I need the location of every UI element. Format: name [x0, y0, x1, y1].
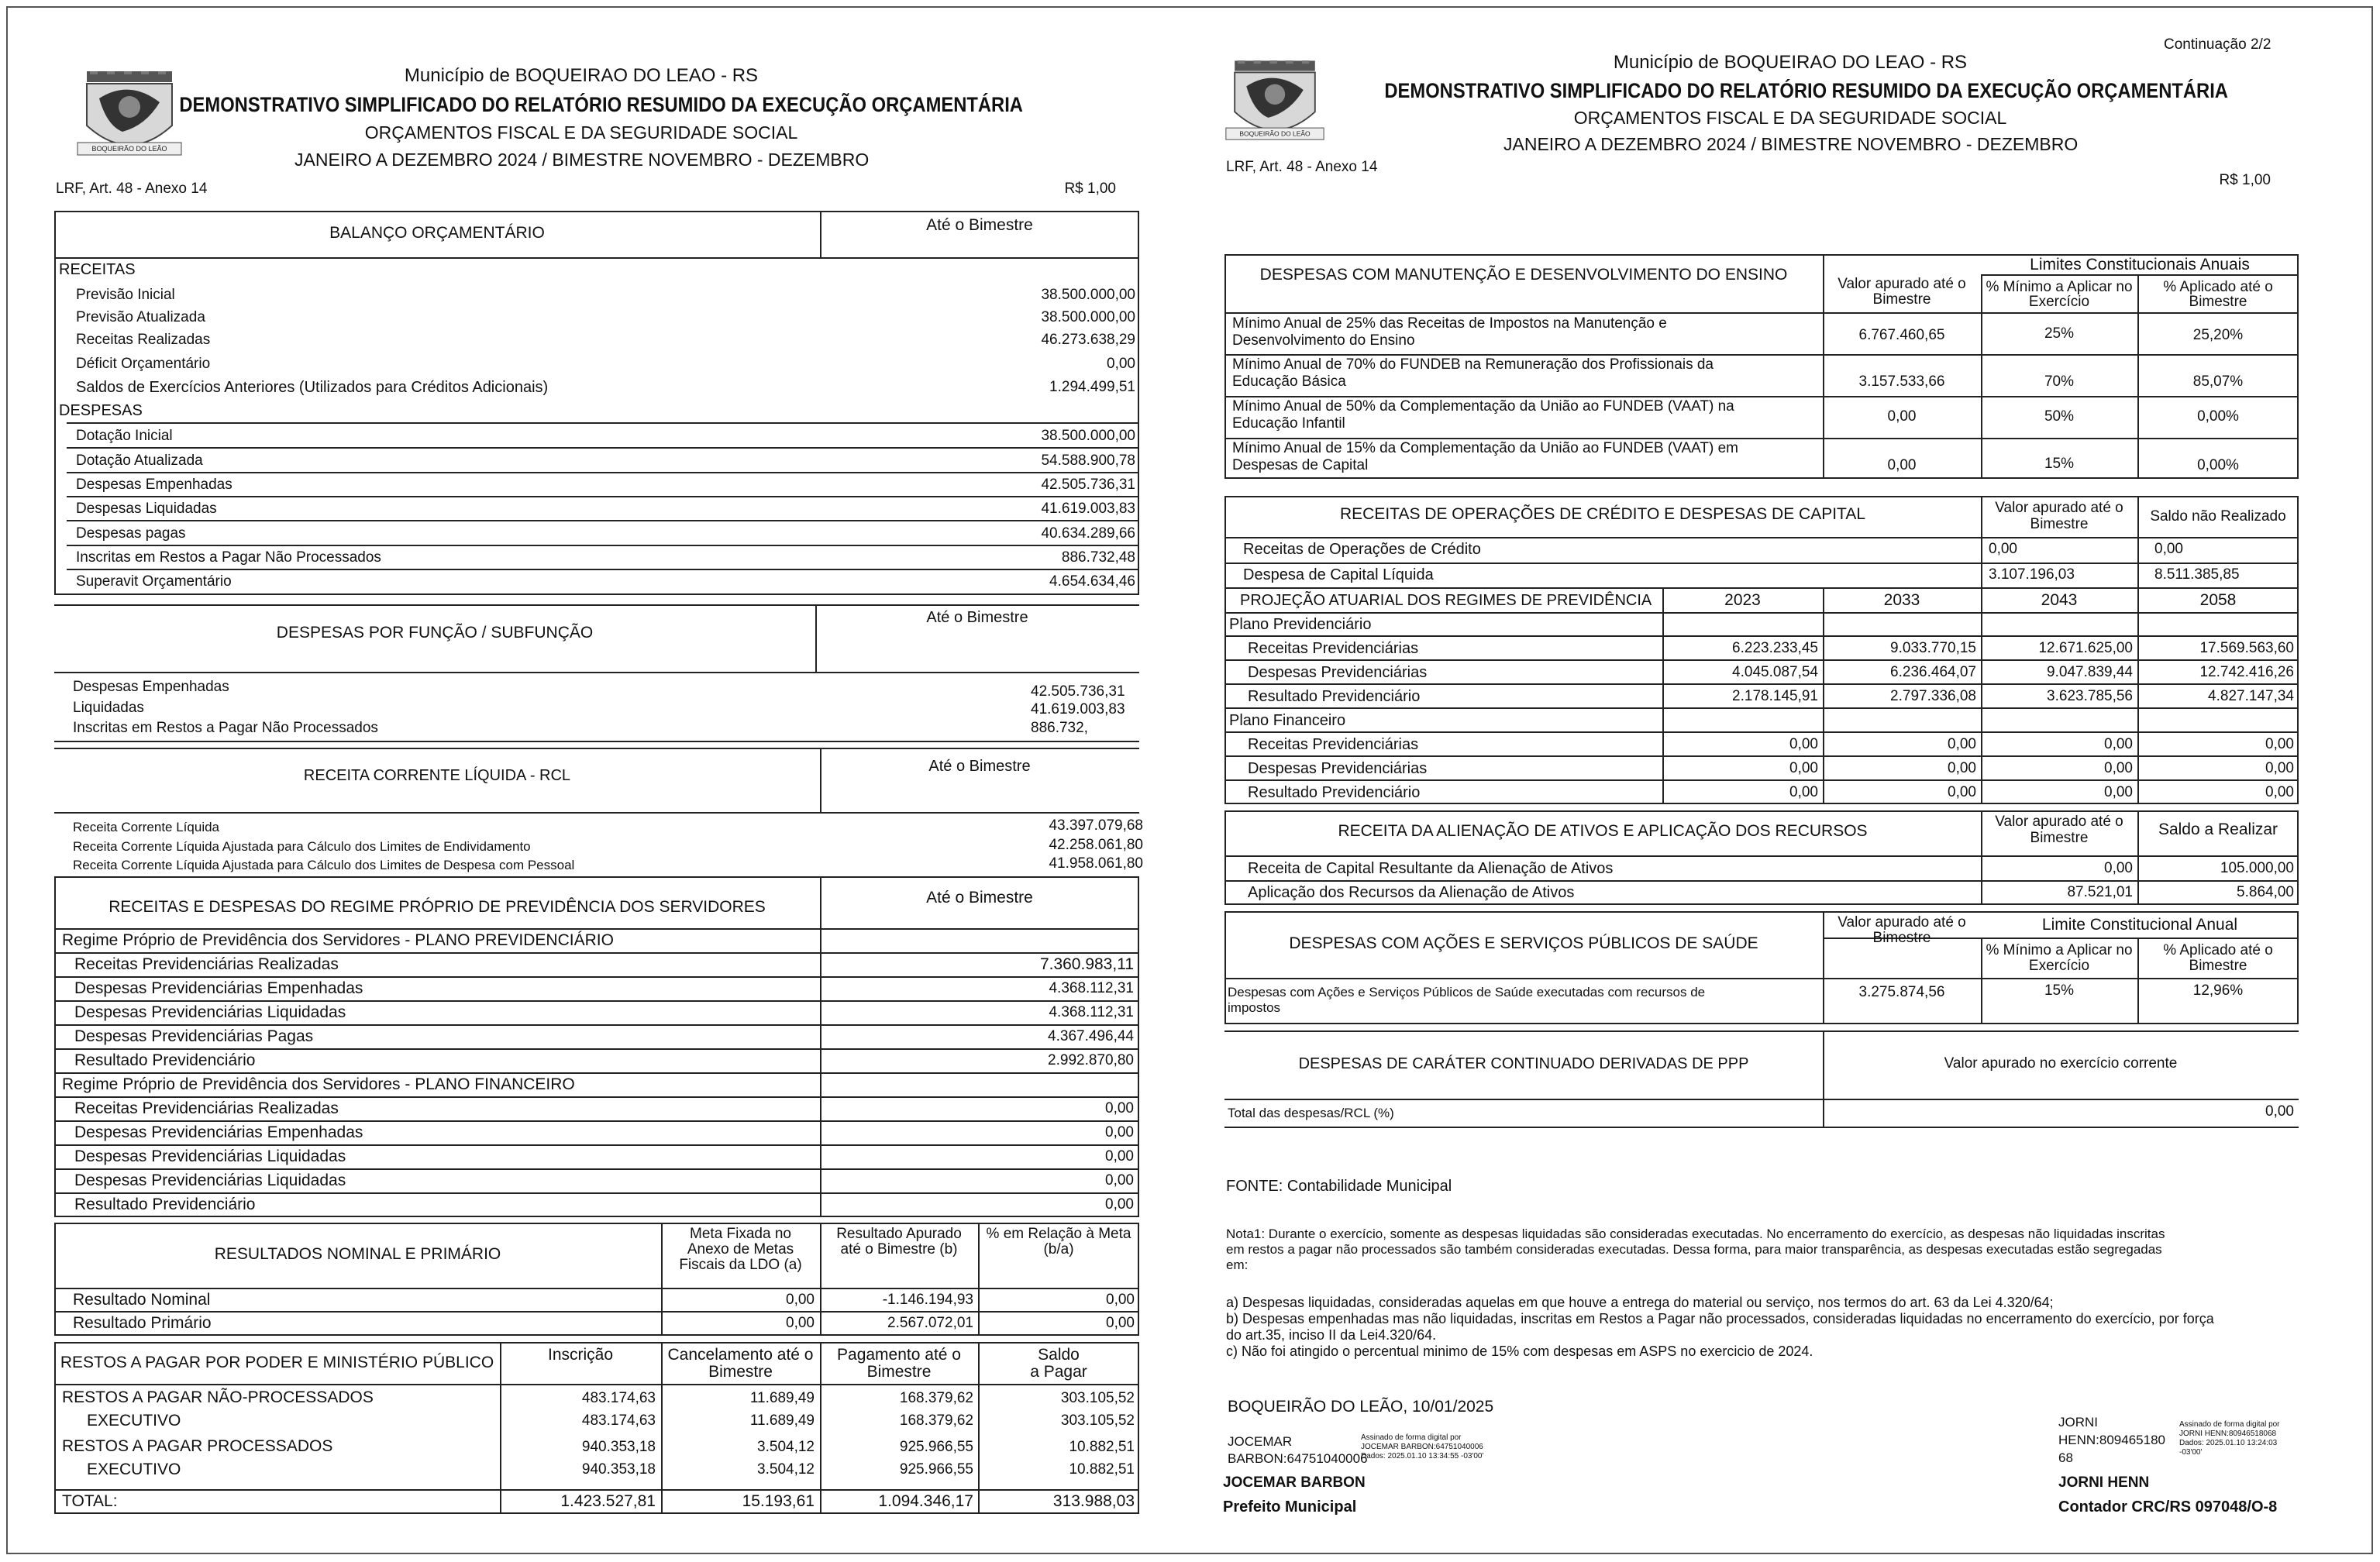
- rpps-row-value: 4.367.496,44: [1048, 1028, 1134, 1044]
- balanco-row-label: Déficit Orçamentário: [76, 356, 211, 372]
- ensino-col-aplicado: % Aplicado até o: [2163, 279, 2273, 295]
- saude-limite-header: Limite Constitucional Anual: [2041, 916, 2238, 934]
- municipio-title: Município de BOQUEIRAO DO LEAO - RS: [1613, 52, 1968, 73]
- balanco-row-value: 38.500.000,00: [1041, 309, 1135, 325]
- funcao-row-label: Despesas Empenhadas: [73, 679, 229, 695]
- contador-role: Contador CRC/RS 097048/O-8: [2058, 1498, 2278, 1516]
- rcl-col-header: Até o Bimestre: [928, 758, 1031, 775]
- restos-row-value: 11.689,49: [749, 1412, 815, 1429]
- projecao-row-value: 0,00: [2104, 784, 2133, 800]
- restos-col-saldo: Saldo: [1038, 1346, 1080, 1364]
- report-period: JANEIRO A DEZEMBRO 2024 / BIMESTRE NOVEMBRO - DEZEMBRO: [294, 150, 870, 170]
- ensino-col-valor: Bimestre: [1872, 291, 1931, 308]
- projecao-row-value: 0,00: [1948, 784, 1976, 800]
- credito-col-saldo: Saldo não Realizado: [2150, 508, 2286, 525]
- saude-row-aplicado: 12,96%: [2192, 982, 2244, 999]
- ensino-title: DESPESAS COM MANUTENÇÃO E DESENVOLVIMENTO DO ENSINO: [1259, 266, 1788, 284]
- ensino-row-valor: 0,00: [1887, 408, 1917, 425]
- nota-item-b: b) Despesas empenhadas mas não liquidadas, inscritas em Restos a Pagar não processados, consideradas liquidadas no encerramento do exercício, por força: [1226, 1311, 2214, 1326]
- projecao-row-value: 4.827.147,34: [2208, 688, 2294, 704]
- ensino-row-aplicado: 0,00%: [2197, 457, 2239, 473]
- restos-row-value: 10.882,51: [1069, 1439, 1135, 1455]
- alienacao-title: RECEITA DA ALIENAÇÃO DE ATIVOS E APLICAÇÃO DOS RECURSOS: [1338, 822, 1868, 840]
- nominal-col-resultado: até o Bimestre (b): [840, 1241, 958, 1258]
- projecao-row-value: 0,00: [2104, 760, 2133, 776]
- nota1-text: Nota1: Durante o exercício, somente as despesas liquidadas são consideradas executadas. No encerramento do exercício, as despesas não liquidadas inscritas: [1226, 1227, 2165, 1241]
- rcl-row-label: Receita Corrente Líquida Ajustada para Cálculo dos Limites de Endividamento: [73, 839, 531, 854]
- funcao-row-label: Inscritas em Restos a Pagar Não Processados: [73, 720, 378, 736]
- ensino-row-minimo: 70%: [2044, 373, 2075, 390]
- projecao-row-value: 3.623.785,56: [2047, 688, 2133, 704]
- balanco-row-value: 38.500.000,00: [1041, 428, 1135, 444]
- rpps-col-header: Até o Bimestre: [926, 889, 1033, 907]
- nominal-row-value: 0,00: [786, 1292, 815, 1308]
- lrf-reference: LRF, Art. 48 - Anexo 14: [1226, 159, 1378, 175]
- rpps-plano-financeiro: Regime Próprio de Previdência dos Servidores - PLANO FINANCEIRO: [62, 1075, 575, 1093]
- ensino-row-aplicado: 0,00%: [2197, 408, 2239, 425]
- restos-row-value: 483.174,63: [581, 1412, 656, 1429]
- contador-signature-info: -03'00': [2179, 1448, 2203, 1457]
- rpps-plano-previdenciario: Regime Próprio de Previdência dos Servidores - PLANO PREVIDENCIÁRIO: [62, 931, 614, 949]
- nominal-row-value: -1.146.194,93: [882, 1292, 973, 1308]
- ensino-row-label: Mínimo Anual de 70% do FUNDEB na Remuneração dos Profissionais da: [1232, 356, 1714, 373]
- balanco-row-value: 1.294.499,51: [1049, 379, 1135, 395]
- rpps-row-label: Despesas Previdenciárias Pagas: [74, 1027, 314, 1045]
- rcl-row-label: Receita Corrente Líquida: [73, 820, 220, 834]
- funcao-row-value: 886.732,: [1031, 720, 1088, 736]
- projecao-row-value: 0,00: [1789, 784, 1818, 800]
- projecao-row-label: Resultado Previdenciário: [1248, 784, 1421, 801]
- contador-digital-signature: JORNI: [2058, 1415, 2098, 1430]
- ensino-row-valor: 6.767.460,65: [1858, 327, 1945, 343]
- logo-text: BOQUEIRÃO DO LEÃO: [1239, 129, 1311, 138]
- nominal-col-meta: Fiscais da LDO (a): [679, 1257, 802, 1273]
- balanco-row-value: 0,00: [1107, 356, 1135, 372]
- alienacao-col-saldo: Saldo a Realizar: [2158, 821, 2278, 838]
- balanco-col-header: Até o Bimestre: [926, 216, 1033, 234]
- restos-total-value: 1.423.527,81: [560, 1492, 656, 1510]
- ensino-row-label: Despesas de Capital: [1232, 457, 1369, 473]
- ensino-row-minimo: 25%: [2044, 325, 2075, 342]
- projecao-row-value: 2.797.336,08: [1890, 688, 1976, 704]
- rpps-row-label: Receitas Previdenciárias Realizadas: [74, 1099, 339, 1117]
- credito-row-value: 0,00: [1989, 541, 2017, 557]
- restos-row-value: 11.689,49: [749, 1390, 815, 1406]
- municipal-coat-of-arms-logo: [76, 71, 183, 163]
- prefeito-digital-signature: JOCEMAR: [1228, 1434, 1293, 1449]
- logo-text: BOQUEIRÃO DO LEÃO: [91, 145, 167, 153]
- alienacao-row-label: Aplicação dos Recursos da Alienação de Ativos: [1248, 884, 1575, 901]
- receitas-label: RECEITAS: [59, 261, 136, 278]
- restos-row-value: 168.379,62: [899, 1390, 973, 1406]
- municipal-coat-of-arms-logo: [1224, 60, 1325, 147]
- ensino-col-aplicado: Bimestre: [2189, 294, 2247, 310]
- balanco-row-value: 42.505.736,31: [1041, 477, 1135, 493]
- projecao-row-value: 0,00: [2265, 736, 2294, 752]
- nominal-row-value: 0,00: [1106, 1315, 1135, 1331]
- rcl-row-label: Receita Corrente Líquida Ajustada para Cálculo dos Limites de Despesa com Pessoal: [73, 858, 575, 872]
- projecao-row-value: 2.178.145,91: [1732, 688, 1818, 704]
- rcl-title: RECEITA CORRENTE LÍQUIDA - RCL: [303, 767, 571, 784]
- alienacao-row-label: Receita de Capital Resultante da Alienação de Ativos: [1248, 860, 1614, 877]
- saude-col-minimo: % Mínimo a Aplicar no: [1986, 942, 2133, 958]
- projecao-row-value: 6.236.464,07: [1890, 664, 1976, 680]
- restos-row-label: EXECUTIVO: [87, 1412, 181, 1430]
- saude-col-valor: Valor apurado até o: [1838, 914, 1966, 931]
- balanco-row-label: Receitas Realizadas: [76, 332, 211, 348]
- restos-total-value: 1.094.346,17: [878, 1492, 973, 1510]
- restos-title: RESTOS A PAGAR POR PODER E MINISTÉRIO PÚBLICO: [60, 1354, 494, 1371]
- projecao-row-value: 17.569.563,60: [2199, 640, 2294, 656]
- projecao-row-label: Receitas Previdenciárias: [1248, 736, 1419, 753]
- contador-signature-info: Dados: 2025.01.10 13:24:03: [2179, 1439, 2278, 1447]
- alienacao-col-valor: Valor apurado até o: [1995, 814, 2123, 830]
- restos-total-label: TOTAL:: [62, 1492, 118, 1510]
- funcao-title: DESPESAS POR FUNÇÃO / SUBFUNÇÃO: [276, 624, 594, 642]
- nominal-row-value: 2.567.072,01: [887, 1315, 973, 1331]
- rpps-row-label: Despesas Previdenciárias Empenhadas: [74, 1123, 363, 1141]
- ppp-row-label: Total das despesas/RCL (%): [1228, 1106, 1394, 1120]
- ensino-col-minimo: % Mínimo a Aplicar no: [1986, 279, 2133, 295]
- ppp-row-value: 0,00: [2265, 1103, 2294, 1120]
- nota-item-b: do art.35, inciso II da Lei4.320/64.: [1226, 1327, 1437, 1343]
- nota-item-c: c) Não foi atingido o percentual minimo de 15% com despesas em ASPS no exercicio de 2024.: [1226, 1344, 1813, 1359]
- report-title: DEMONSTRATIVO SIMPLIFICADO DO RELATÓRIO RESUMIDO DA EXECUÇÃO ORÇAMENTÁRIA: [179, 93, 1023, 116]
- credito-row-value: 0,00: [2154, 541, 2183, 557]
- ppp-title: DESPESAS DE CARÁTER CONTINUADO DERIVADAS DE PPP: [1298, 1055, 1749, 1072]
- nominal-row-value: 0,00: [786, 1315, 815, 1331]
- rpps-row-label: Despesas Previdenciárias Liquidadas: [74, 1147, 346, 1165]
- restos-row-value: 925.966,55: [899, 1439, 973, 1455]
- saude-row-label: Despesas com Ações e Serviços Públicos de Saúde executadas com recursos de: [1228, 985, 1706, 999]
- balanco-row-label: Superavit Orçamentário: [76, 573, 232, 590]
- projecao-row-label: Despesas Previdenciárias: [1248, 664, 1428, 681]
- projecao-row-value: 0,00: [1948, 760, 1976, 776]
- alienacao-row-value: 87.521,01: [2067, 884, 2133, 900]
- rpps-row-value: 4.368.112,31: [1049, 1004, 1134, 1020]
- ensino-row-label: Mínimo Anual de 50% da Complementação da União ao FUNDEB (VAAT) na: [1232, 398, 1734, 415]
- ensino-row-valor: 3.157.533,66: [1858, 373, 1945, 390]
- report-title: DEMONSTRATIVO SIMPLIFICADO DO RELATÓRIO RESUMIDO DA EXECUÇÃO ORÇAMENTÁRIA: [1384, 79, 2228, 102]
- nominal-row-label: Resultado Nominal: [73, 1291, 211, 1309]
- projecao-plano-previdenciario: Plano Previdenciário: [1229, 616, 1372, 633]
- balanco-row-value: 54.588.900,78: [1041, 452, 1135, 469]
- ensino-col-valor: Valor apurado até o: [1838, 276, 1966, 292]
- continuation-label: Continuação 2/2: [2164, 36, 2272, 53]
- lrf-reference: LRF, Art. 48 - Anexo 14: [56, 181, 208, 197]
- ensino-row-label: Desenvolvimento do Ensino: [1232, 332, 1415, 349]
- restos-row-value: 3.504,12: [757, 1439, 815, 1455]
- projecao-row-label: Resultado Previdenciário: [1248, 688, 1421, 705]
- rpps-row-value: 0,00: [1105, 1100, 1134, 1116]
- ensino-row-aplicado: 25,20%: [2192, 327, 2244, 343]
- balanco-row-value: 41.619.003,83: [1041, 501, 1135, 517]
- funcao-row-label: Liquidadas: [73, 700, 144, 716]
- restos-total-value: 15.193,61: [742, 1492, 815, 1510]
- saude-col-valor: Bimestre: [1872, 930, 1931, 946]
- credito-row-value: 3.107.196,03: [1989, 566, 2075, 583]
- projecao-row-value: 0,00: [2265, 760, 2294, 776]
- ensino-limites-header: Limites Constitucionais Anuais: [2030, 256, 2250, 274]
- balanco-row-label: Previsão Atualizada: [76, 309, 205, 325]
- rcl-row-value: 42.258.061,80: [1049, 837, 1143, 853]
- municipio-title: Município de BOQUEIRAO DO LEAO - RS: [404, 65, 759, 86]
- projecao-row-value: 12.742.416,26: [2199, 664, 2294, 680]
- balanco-row-value: 38.500.000,00: [1041, 287, 1135, 303]
- nominal-col-resultado: Resultado Apurado: [836, 1226, 962, 1242]
- restos-col-cancelamento: Cancelamento até o: [667, 1346, 814, 1364]
- prefeito-signature-info: Dados: 2025.01.10 13:34:55 -03'00': [1361, 1452, 1484, 1461]
- ensino-row-aplicado: 85,07%: [2192, 373, 2244, 390]
- funcao-row-value: 42.505.736,31: [1031, 683, 1125, 700]
- projecao-row-value: 0,00: [1948, 736, 1976, 752]
- credito-col-valor: Bimestre: [2030, 516, 2089, 532]
- credito-row-label: Despesa de Capital Líquida: [1243, 566, 1434, 583]
- restos-col-pagamento: Bimestre: [866, 1363, 932, 1381]
- projecao-row-value: 0,00: [1789, 760, 1818, 776]
- alienacao-col-valor: Bimestre: [2030, 830, 2089, 846]
- alienacao-row-value: 105.000,00: [2220, 860, 2294, 876]
- rpps-row-value: 0,00: [1105, 1196, 1134, 1213]
- balanco-row-label: Despesas Liquidadas: [76, 501, 217, 517]
- restos-row-value: 168.379,62: [899, 1412, 973, 1429]
- nominal-row-value: 0,00: [1106, 1292, 1135, 1308]
- saude-row-valor: 3.275.874,56: [1858, 984, 1945, 1000]
- contador-signature-info: JORNI HENN:80946518068: [2179, 1430, 2277, 1438]
- local-data: BOQUEIRÃO DO LEÃO, 10/01/2025: [1228, 1398, 1494, 1416]
- credito-title: RECEITAS DE OPERAÇÕES DE CRÉDITO E DESPESAS DE CAPITAL: [1340, 505, 1865, 523]
- restos-row-label: RESTOS A PAGAR PROCESSADOS: [62, 1437, 333, 1455]
- restos-row-value: 303.105,52: [1060, 1390, 1135, 1406]
- projecao-row-value: 6.223.233,45: [1732, 640, 1818, 656]
- projecao-row-value: 0,00: [1789, 736, 1818, 752]
- projecao-row-label: Despesas Previdenciárias: [1248, 760, 1428, 777]
- nominal-col-meta: Meta Fixada no: [690, 1226, 791, 1242]
- saude-row-minimo: 15%: [2044, 982, 2075, 999]
- projecao-year: 2033: [1883, 591, 1920, 609]
- restos-row-value: 925.966,55: [899, 1461, 973, 1478]
- restos-row-value: 940.353,18: [581, 1461, 656, 1478]
- rpps-title: RECEITAS E DESPESAS DO REGIME PRÓPRIO DE PREVIDÊNCIA DOS SERVIDORES: [108, 898, 766, 916]
- balanco-title: BALANÇO ORÇAMENTÁRIO: [329, 224, 545, 242]
- projecao-title: PROJEÇÃO ATUARIAL DOS REGIMES DE PREVIDÊNCIA: [1240, 592, 1652, 609]
- ensino-row-label: Mínimo Anual de 25% das Receitas de Impostos na Manutenção e: [1232, 315, 1667, 332]
- funcao-col-header: Até o Bimestre: [926, 609, 1028, 626]
- rpps-row-value: 0,00: [1105, 1172, 1134, 1189]
- rpps-row-label: Despesas Previdenciárias Liquidadas: [74, 1003, 346, 1021]
- restos-row-label: RESTOS A PAGAR NÃO-PROCESSADOS: [62, 1388, 374, 1406]
- projecao-row-value: 12.671.625,00: [2038, 640, 2133, 656]
- projecao-row-value: 9.047.839,44: [2047, 664, 2133, 680]
- restos-row-value: 10.882,51: [1069, 1461, 1135, 1478]
- report-period: JANEIRO A DEZEMBRO 2024 / BIMESTRE NOVEMBRO - DEZEMBRO: [1503, 134, 2079, 154]
- nominal-col-percent: % em Relação à Meta: [986, 1226, 1131, 1242]
- rpps-row-label: Resultado Previdenciário: [74, 1051, 256, 1069]
- rpps-row-value: 0,00: [1105, 1148, 1134, 1165]
- balanco-row-value: 46.273.638,29: [1041, 332, 1135, 348]
- nominal-col-meta: Anexo de Metas: [687, 1241, 794, 1258]
- prefeito-role: Prefeito Municipal: [1223, 1498, 1357, 1516]
- restos-col-saldo: a Pagar: [1030, 1363, 1087, 1381]
- saude-col-minimo: Exercício: [2028, 958, 2090, 974]
- nominal-title: RESULTADOS NOMINAL E PRIMÁRIO: [214, 1245, 501, 1263]
- ppp-col-header: Valor apurado no exercício corrente: [1944, 1055, 2178, 1072]
- restos-col-cancelamento: Bimestre: [708, 1363, 773, 1381]
- ensino-row-label: Educação Infantil: [1232, 415, 1345, 432]
- ensino-row-minimo: 15%: [2044, 456, 2075, 472]
- balanco-row-label: Dotação Atualizada: [76, 452, 203, 469]
- prefeito-signature-info: JOCEMAR BARBON:64751040006: [1361, 1443, 1483, 1451]
- projecao-plano-financeiro: Plano Financeiro: [1229, 712, 1346, 729]
- balanco-row-label: Despesas pagas: [76, 525, 186, 542]
- report-subtitle: ORÇAMENTOS FISCAL E DA SEGURIDADE SOCIAL: [1573, 108, 2007, 128]
- projecao-row-label: Receitas Previdenciárias: [1248, 640, 1419, 657]
- restos-row-value: 303.105,52: [1060, 1412, 1135, 1429]
- saude-col-aplicado: Bimestre: [2189, 958, 2247, 974]
- projecao-row-value: 0,00: [2104, 736, 2133, 752]
- restos-row-label: EXECUTIVO: [87, 1461, 181, 1478]
- alienacao-row-value: 0,00: [2104, 860, 2133, 876]
- nota-item-a: a) Despesas liquidadas, consideradas aquelas em que houve a entrega do material ou serviço, nos termos do art. 63 da Lei 4.320/64;: [1226, 1295, 2054, 1310]
- saude-title: DESPESAS COM AÇÕES E SERVIÇOS PÚBLICOS DE SAÚDE: [1289, 934, 1758, 952]
- rpps-row-label: Receitas Previdenciárias Realizadas: [74, 955, 339, 973]
- balanco-row-value: 886.732,48: [1061, 549, 1135, 566]
- currency-unit: R$ 1,00: [2219, 172, 2271, 188]
- ensino-col-minimo: Exercício: [2028, 294, 2090, 310]
- credito-row-label: Receitas de Operações de Crédito: [1243, 541, 1481, 558]
- contador-digital-signature: HENN:809465180: [2058, 1433, 2165, 1447]
- ensino-row-label: Educação Básica: [1232, 373, 1346, 390]
- balanco-row-label: Dotação Inicial: [76, 428, 173, 444]
- ensino-row-minimo: 50%: [2044, 408, 2075, 425]
- balanco-row-label: Inscritas em Restos a Pagar Não Processados: [76, 549, 381, 566]
- contador-name: JORNI HENN: [2058, 1474, 2150, 1491]
- rpps-row-label: Despesas Previdenciárias Empenhadas: [74, 979, 363, 997]
- credito-row-value: 8.511.385,85: [2154, 566, 2240, 583]
- balanco-row-label: Saldos de Exercícios Anteriores (Utilizados para Créditos Adicionais): [76, 379, 549, 396]
- currency-unit: R$ 1,00: [1064, 181, 1116, 197]
- prefeito-signature-info: Assinado de forma digital por: [1361, 1433, 1462, 1442]
- prefeito-digital-signature: BARBON:64751040006: [1228, 1451, 1368, 1466]
- projecao-year: 2058: [2199, 591, 2237, 609]
- nominal-col-percent: (b/a): [1043, 1241, 1074, 1258]
- balanco-row-value: 4.654.634,46: [1049, 573, 1135, 590]
- projecao-year: 2043: [2041, 591, 2078, 609]
- nominal-row-label: Resultado Primário: [73, 1314, 212, 1332]
- rcl-row-value: 43.397.079,68: [1049, 817, 1143, 834]
- projecao-year: 2023: [1724, 591, 1761, 609]
- rpps-row-value: 2.992.870,80: [1048, 1052, 1134, 1068]
- fonte-note: FONTE: Contabilidade Municipal: [1226, 1178, 1452, 1195]
- saude-row-label: impostos: [1228, 1000, 1281, 1015]
- rcl-row-value: 41.958.061,80: [1049, 855, 1143, 872]
- restos-col-pagamento: Pagamento até o: [837, 1346, 961, 1364]
- restos-row-value: 483.174,63: [581, 1390, 656, 1406]
- restos-total-value: 313.988,03: [1052, 1492, 1135, 1510]
- projecao-row-value: 9.033.770,15: [1890, 640, 1976, 656]
- balanco-row-value: 40.634.289,66: [1041, 525, 1135, 542]
- nota1-text: em restos a pagar não processados são também consideradas executadas. Dessa forma, para maior transparência, as despesas executadas estão segregadas: [1226, 1242, 2162, 1257]
- alienacao-row-value: 5.864,00: [2237, 884, 2294, 900]
- contador-signature-info: Assinado de forma digital por: [2179, 1420, 2280, 1429]
- rpps-row-label: Despesas Previdenciárias Liquidadas: [74, 1172, 346, 1189]
- rpps-row-value: 0,00: [1105, 1124, 1134, 1141]
- saude-col-aplicado: % Aplicado até o: [2163, 942, 2273, 958]
- balanco-row-label: Despesas Empenhadas: [76, 477, 232, 493]
- ensino-row-valor: 0,00: [1887, 457, 1917, 473]
- restos-row-value: 940.353,18: [581, 1439, 656, 1455]
- prefeito-name: JOCEMAR BARBON: [1223, 1474, 1366, 1491]
- projecao-row-value: 0,00: [2265, 784, 2294, 800]
- projecao-row-value: 4.045.087,54: [1732, 664, 1818, 680]
- rpps-row-value: 7.360.983,11: [1039, 955, 1134, 973]
- rpps-row-label: Resultado Previdenciário: [74, 1196, 256, 1213]
- rpps-row-value: 4.368.112,31: [1049, 980, 1134, 996]
- balanco-row-label: Previsão Inicial: [76, 287, 175, 303]
- report-subtitle: ORÇAMENTOS FISCAL E DA SEGURIDADE SOCIAL: [364, 122, 798, 143]
- restos-row-value: 3.504,12: [757, 1461, 815, 1478]
- credito-col-valor: Valor apurado até o: [1995, 500, 2123, 516]
- funcao-row-value: 41.619.003,83: [1031, 701, 1125, 717]
- nota1-text: em:: [1226, 1258, 1249, 1272]
- ensino-row-label: Mínimo Anual de 15% da Complementação da União ao FUNDEB (VAAT) em: [1232, 440, 1738, 456]
- contador-digital-signature: 68: [2058, 1450, 2073, 1465]
- restos-col-inscricao: Inscrição: [547, 1346, 614, 1364]
- despesas-label: DESPESAS: [59, 402, 143, 419]
